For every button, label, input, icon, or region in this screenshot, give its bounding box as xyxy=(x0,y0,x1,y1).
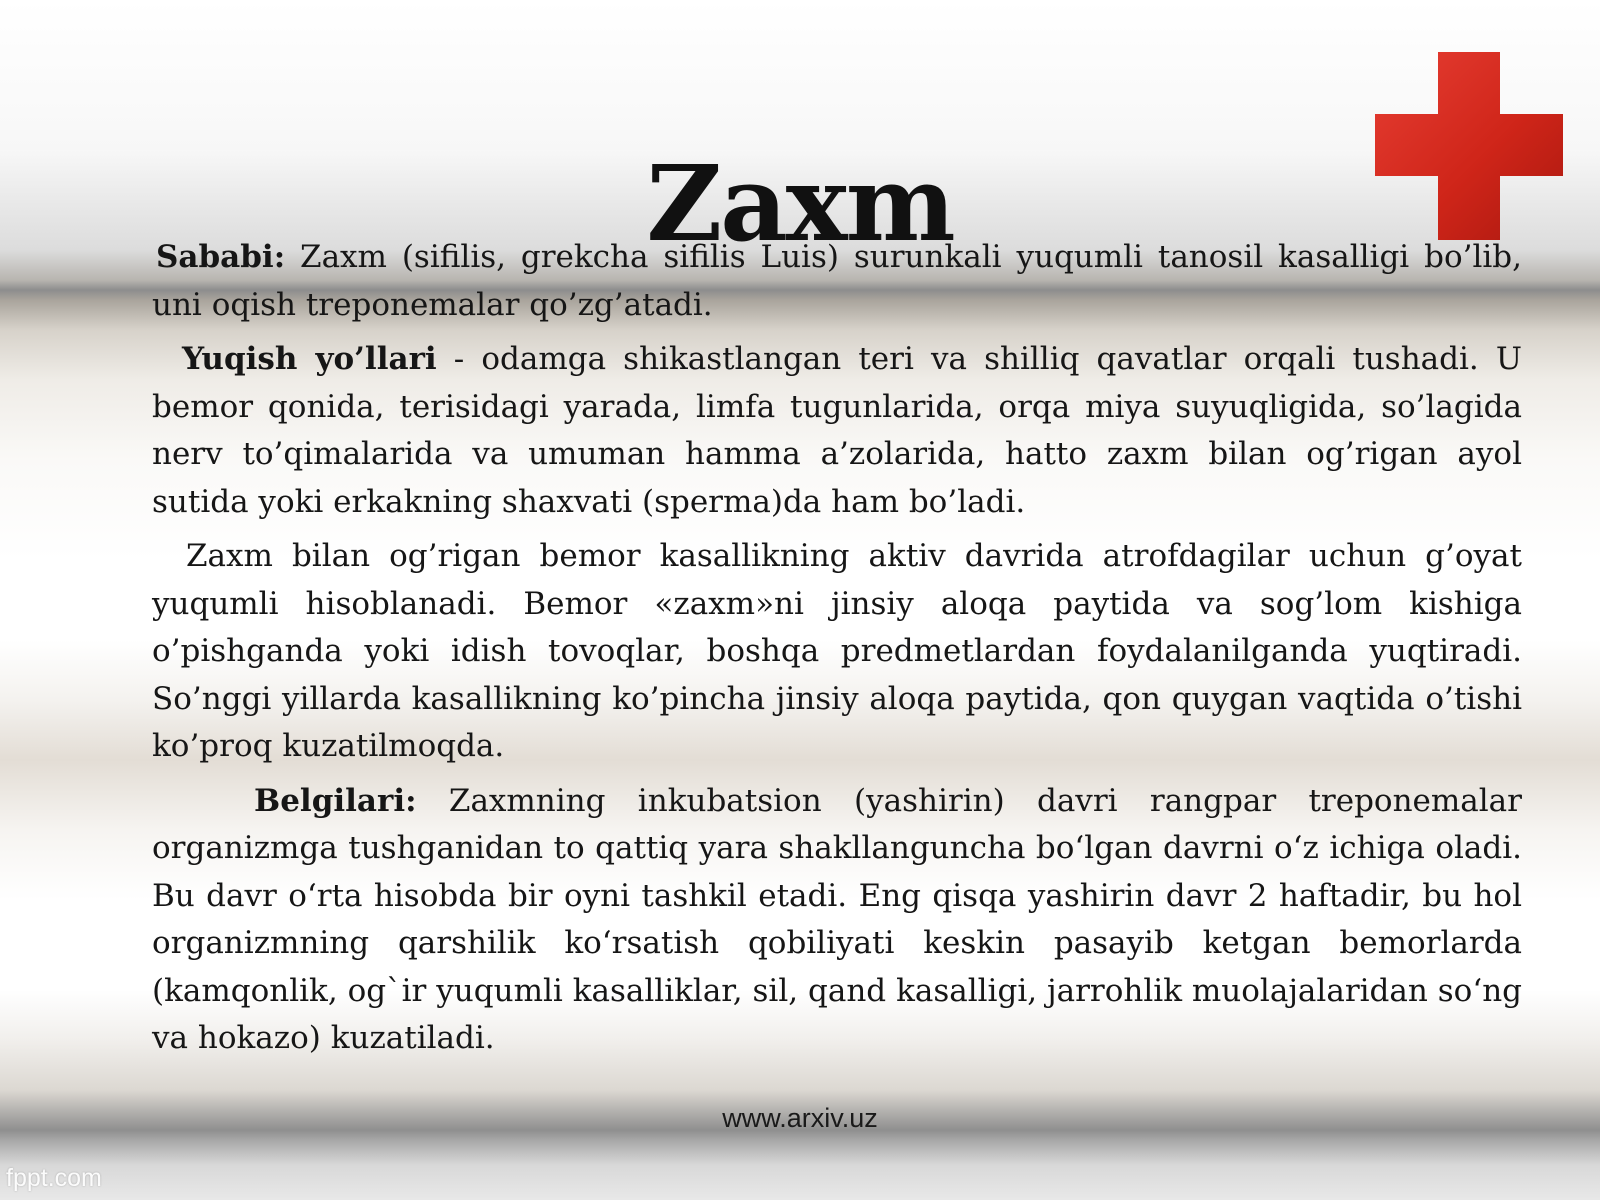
paragraph-text: Zaxmning inkubatsion (yashirin) davri rangpar treponemalar organizmga tushganidan to qattiq yara shakllanguncha bo‘lgan davrni o‘z ichiga oladi. Bu davr o‘rta hisobda bir oyni tashkil etadi. Eng qisqa yashirin davr 2 haftadir, bu hol organizmning qarshilik ko‘rsatish qobiliyati keskin pasayib ketgan bemorlarda (kamqonlik, og`ir yuqumli kasalliklar, sil, qand kasalligi, jarrohlik muolajalaridan so‘ng va hokazo) kuzatiladi. xyxy=(152,782,1522,1056)
watermark: fppt.com xyxy=(6,1164,102,1192)
paragraph-sababi xyxy=(152,234,1522,329)
paragraph-text: Zaxm bilan og’rigan bemor kasallikning aktiv davrida atrofdagilar uchun g’oyat yuqumli hisoblanadi. Bemor «zaxm»ni jinsiy aloqa paytida va sog’lom kishiga o’pishganda yoki idish tovoqlar, boshqa predmetlardan foydalanilganda yuqtiradi. So’nggi yillarda kasallikning ko’pincha jinsiy aloqa paytida, qon quygan vaqtida o’tishi ko’proq kuzatilmoqda. xyxy=(152,538,1522,764)
paragraph-lead: Belgilari: xyxy=(254,782,417,819)
paragraph-contagiousness xyxy=(152,533,1522,771)
footer-url: www.arxiv.uz xyxy=(722,1103,878,1133)
red-cross-icon xyxy=(1375,52,1563,240)
slide-title: Zaxm xyxy=(646,141,954,265)
paragraph-text: Zaxm (sifilis, grekcha sifilis Luis) surunkali yuqumli tanosil kasalligi bo’lib, uni oqish treponemalar qo’zg’atadi. xyxy=(152,239,1522,323)
paragraph-text: - odamga shikastlangan teri va shilliq qavatlar orqali tushadi. U bemor qonida, terisidagi yarada, limfa tugunlarida, orqa miya suyuqligida, so’lagida nerv to’qimalarida va umuman hamma a’zolarida, hatto zaxm bilan og’rigan ayol sutida yoki erkakning shaxvati (sperma)da ham bo’ladi. xyxy=(152,341,1522,520)
slide-body xyxy=(152,234,1522,1070)
paragraph-lead: Sababi: xyxy=(156,239,286,275)
paragraph-belgilari xyxy=(152,778,1522,1063)
red-cross-horizontal-bar xyxy=(1375,114,1563,176)
paragraph-lead: Yuqish yo’llari xyxy=(182,341,437,377)
paragraph-yuqish-yollari xyxy=(152,336,1522,526)
